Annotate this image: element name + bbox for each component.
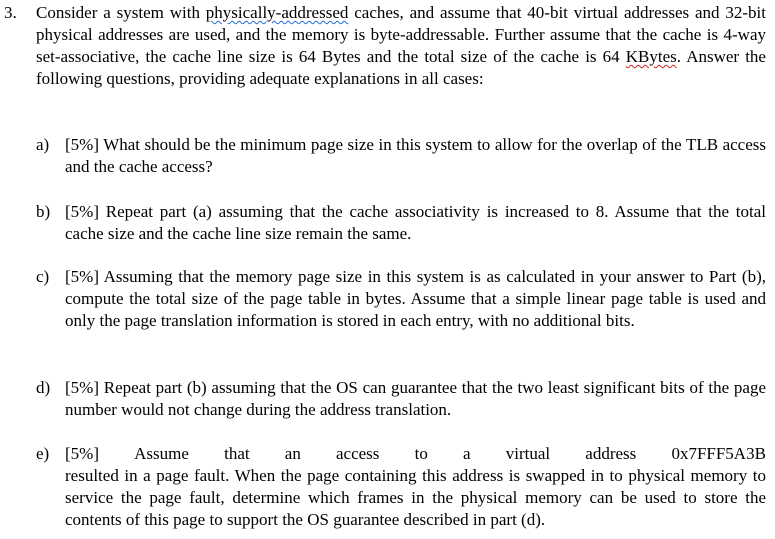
- part-b-text: [5%] Repeat part (a) assuming that the cache associativity is increased to 8. Assume that the total cache size and the cache line size remain the same.: [65, 202, 766, 243]
- part-e-word: 0x7FFF5A3B: [671, 444, 766, 463]
- part-e-word: address: [585, 444, 637, 463]
- intro-text-end: . Answer the following questions, providing adequate explanations in all cases:: [36, 47, 766, 88]
- part-c-text: [5%] Assuming that the memory page size in this system is as calculated in your answer to Part (b), compute the total size of the page table in bytes. Assume that a simple linear page table is used and only the page translation information is stored in each entry, with no additional bits.: [65, 267, 766, 330]
- part-e-word: access: [336, 444, 380, 463]
- part-e-word: that: [224, 444, 250, 463]
- part-d-letter: d): [36, 378, 51, 397]
- question-intro: [36, 2, 766, 90]
- part-d-text: [5%] Repeat part (b) assuming that the OS can guarantee that the two least significant bits of the page number would not change during the address translation.: [65, 378, 766, 419]
- part-e-text: resulted in a page fault. When the page containing this address is swapped in to physical memory to service the page fault, determine which frames in the physical memory can be used to store the contents of this page to support the OS guarantee described in part (d).: [65, 466, 766, 529]
- question-3: [4, 2, 766, 90]
- part-e-word: Assume: [134, 444, 189, 463]
- spellcheck-word-kbytes: KBytes: [625, 47, 677, 66]
- part-b-letter: b): [36, 202, 51, 221]
- part-e-word: virtual: [505, 444, 551, 463]
- part-e-word: [5%]: [65, 444, 99, 463]
- part-a-text: [5%] What should be the minimum page size in this system to allow for the overlap of the TLB access and the cache access?: [65, 135, 766, 176]
- part-e-word: an: [284, 444, 301, 463]
- part-d: [4, 377, 766, 421]
- part-c-letter: c): [36, 267, 50, 286]
- question-number: 3.: [4, 3, 17, 22]
- intro-text-start: Consider a system with: [36, 3, 206, 22]
- part-b: [4, 201, 766, 245]
- part-e-letter: e): [36, 444, 50, 463]
- part-e-word: to: [414, 444, 428, 463]
- part-c: [4, 266, 766, 332]
- part-a: [4, 134, 766, 178]
- part-e-word: a: [463, 444, 471, 463]
- spellcheck-word-physically-addressed: physically-addressed: [205, 3, 349, 22]
- intro-text-middle: caches, and assume that 40-bit virtual addresses and 32-bit physical addresses are used, and the memory is byte-addressable. Further assume that the cache is 4-way set-associative, the cache line size is 64 Bytes and the total size of the cache is 64: [36, 3, 766, 66]
- part-a-letter: a): [36, 135, 50, 154]
- part-e-first-line: [65, 443, 766, 465]
- part-e: [4, 443, 766, 531]
